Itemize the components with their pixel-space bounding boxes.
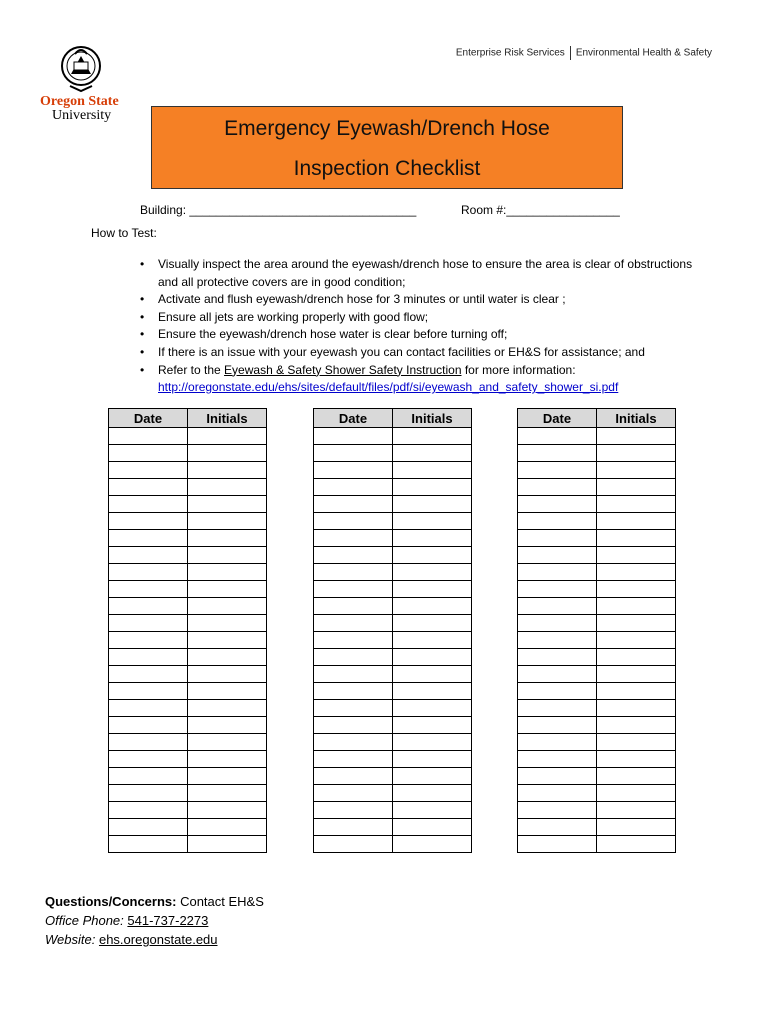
date-cell[interactable] (314, 513, 393, 530)
date-cell[interactable] (109, 530, 188, 547)
table-row (518, 445, 676, 462)
initials-header: Initials (393, 409, 472, 428)
initials-cell[interactable] (597, 581, 676, 598)
table-row (314, 734, 472, 751)
table-row (518, 751, 676, 768)
date-cell[interactable] (314, 768, 393, 785)
table-row (518, 700, 676, 717)
initials-cell[interactable] (597, 649, 676, 666)
header-separator (570, 46, 571, 60)
date-cell[interactable] (109, 581, 188, 598)
initials-cell[interactable] (188, 802, 267, 819)
table-row (314, 581, 472, 598)
initials-cell[interactable] (597, 819, 676, 836)
date-cell[interactable] (314, 462, 393, 479)
initials-cell[interactable] (393, 598, 472, 615)
table-row (518, 836, 676, 853)
initials-cell[interactable] (188, 445, 267, 462)
initials-cell[interactable] (597, 479, 676, 496)
table-row (518, 479, 676, 496)
date-cell[interactable] (109, 700, 188, 717)
initials-cell[interactable] (188, 683, 267, 700)
initials-cell[interactable] (393, 666, 472, 683)
table-row (518, 683, 676, 700)
step-text: Refer to the (158, 362, 225, 377)
date-cell[interactable] (109, 479, 188, 496)
date-cell[interactable] (109, 785, 188, 802)
date-cell[interactable] (314, 598, 393, 615)
date-cell[interactable] (518, 462, 597, 479)
initials-cell[interactable] (393, 836, 472, 853)
date-cell[interactable] (314, 581, 393, 598)
table-row (109, 581, 267, 598)
date-cell[interactable] (518, 785, 597, 802)
table-row (314, 615, 472, 632)
initials-cell[interactable] (597, 513, 676, 530)
date-cell[interactable] (109, 666, 188, 683)
date-cell[interactable] (109, 564, 188, 581)
initials-cell[interactable] (188, 564, 267, 581)
initials-cell[interactable] (393, 462, 472, 479)
date-cell[interactable] (518, 734, 597, 751)
table-row (314, 496, 472, 513)
website-link[interactable]: ehs.oregonstate.edu (98, 932, 218, 947)
title-banner (151, 106, 623, 189)
inspection-log-table-1 (108, 408, 267, 853)
table-row (109, 717, 267, 734)
table-row (518, 734, 676, 751)
date-cell[interactable] (314, 734, 393, 751)
table-row (314, 547, 472, 564)
header-dept-text: Enterprise Risk Services (455, 47, 565, 59)
date-cell[interactable] (314, 785, 393, 802)
date-cell[interactable] (518, 632, 597, 649)
date-cell[interactable] (109, 428, 188, 445)
table-row (518, 564, 676, 581)
initials-cell[interactable] (393, 734, 472, 751)
initials-cell[interactable] (188, 666, 267, 683)
initials-cell[interactable] (393, 785, 472, 802)
table-row (518, 581, 676, 598)
table-row (109, 547, 267, 564)
date-cell[interactable] (109, 836, 188, 853)
date-cell[interactable] (109, 598, 188, 615)
inspection-log-table-2 (313, 408, 472, 853)
date-cell[interactable] (314, 683, 393, 700)
list-item (140, 362, 700, 397)
date-cell[interactable] (518, 683, 597, 700)
initials-cell[interactable] (597, 836, 676, 853)
initials-header: Initials (188, 409, 267, 428)
initials-header: Initials (597, 409, 676, 428)
initials-cell[interactable] (597, 615, 676, 632)
date-cell[interactable] (518, 564, 597, 581)
table-row (314, 836, 472, 853)
table-row (109, 751, 267, 768)
phone-link[interactable]: 541-737-2273 (127, 913, 209, 928)
date-cell[interactable] (314, 836, 393, 853)
table-row (314, 683, 472, 700)
table-row (109, 734, 267, 751)
table-row (314, 632, 472, 649)
table-row (109, 819, 267, 836)
initials-cell[interactable] (393, 428, 472, 445)
table-row (314, 564, 472, 581)
date-cell[interactable] (109, 717, 188, 734)
table-row (314, 649, 472, 666)
initials-cell[interactable] (597, 700, 676, 717)
initials-cell[interactable] (597, 666, 676, 683)
table-row (518, 547, 676, 564)
date-cell[interactable] (109, 802, 188, 819)
table-row (518, 513, 676, 530)
date-cell[interactable] (518, 768, 597, 785)
date-cell[interactable] (109, 734, 188, 751)
initials-cell[interactable] (188, 479, 267, 496)
initials-cell[interactable] (597, 768, 676, 785)
date-cell[interactable] (518, 547, 597, 564)
table-row (314, 513, 472, 530)
table-row (314, 785, 472, 802)
initials-cell[interactable] (393, 547, 472, 564)
table-row (109, 564, 267, 581)
table-row (109, 785, 267, 802)
inspection-log-table-3 (517, 408, 676, 853)
date-cell[interactable] (314, 819, 393, 836)
logo-text-oregon-state: Oregon State (40, 94, 119, 109)
initials-cell[interactable] (393, 445, 472, 462)
date-cell[interactable] (314, 649, 393, 666)
date-cell[interactable] (518, 428, 597, 445)
table-row (109, 836, 267, 853)
date-cell[interactable] (109, 768, 188, 785)
initials-cell[interactable] (597, 785, 676, 802)
initials-cell[interactable] (188, 836, 267, 853)
list-item: • Activate and flush eyewash/drench hose for 3 minutes or until water is clear ; (140, 291, 700, 309)
date-cell[interactable] (518, 666, 597, 683)
initials-cell[interactable] (393, 768, 472, 785)
date-cell[interactable] (314, 530, 393, 547)
initials-cell[interactable] (188, 496, 267, 513)
initials-cell[interactable] (393, 819, 472, 836)
list-item: • If there is an issue with your eyewash you can contact facilities or EH&S for assistance; and (140, 344, 700, 362)
date-cell[interactable] (314, 564, 393, 581)
contact-footer (45, 892, 264, 949)
initials-cell[interactable] (188, 819, 267, 836)
building-field[interactable]: Building: __________________________________ (140, 203, 417, 217)
table-row (109, 666, 267, 683)
date-cell[interactable] (109, 683, 188, 700)
osu-logo (40, 42, 130, 123)
initials-cell[interactable] (597, 564, 676, 581)
table-row (314, 802, 472, 819)
table-row (518, 768, 676, 785)
osu-seal-icon (60, 42, 102, 94)
initials-cell[interactable] (597, 462, 676, 479)
initials-cell[interactable] (188, 649, 267, 666)
table-row (314, 462, 472, 479)
date-header: Date (109, 409, 188, 428)
table-row (109, 683, 267, 700)
table-row (314, 717, 472, 734)
date-cell[interactable] (518, 496, 597, 513)
table-row (518, 717, 676, 734)
initials-cell[interactable] (597, 428, 676, 445)
initials-cell[interactable] (393, 649, 472, 666)
table-row (109, 513, 267, 530)
room-field[interactable]: Room #:_________________ (461, 203, 620, 217)
table-row (518, 666, 676, 683)
safety-instruction-link[interactable]: Eyewash & Safety Shower Safety Instruction (224, 362, 462, 377)
list-item: • Visually inspect the area around the eyewash/drench hose to ensure the area is clear of obstructions and all protective covers are in good condition; (140, 256, 700, 291)
date-cell[interactable] (518, 598, 597, 615)
table-row (518, 819, 676, 836)
initials-cell[interactable] (597, 530, 676, 547)
initials-cell[interactable] (188, 462, 267, 479)
date-cell[interactable] (314, 666, 393, 683)
date-cell[interactable] (109, 513, 188, 530)
table-row (314, 768, 472, 785)
initials-cell[interactable] (597, 751, 676, 768)
date-cell[interactable] (518, 717, 597, 734)
initials-cell[interactable] (188, 768, 267, 785)
date-header: Date (518, 409, 597, 428)
table-row (109, 802, 267, 819)
date-cell[interactable] (109, 496, 188, 513)
date-cell[interactable] (109, 819, 188, 836)
list-item: • Ensure all jets are working properly with good flow; (140, 309, 700, 327)
table-row (109, 768, 267, 785)
date-cell[interactable] (109, 751, 188, 768)
title-line-2: Inspection Checklist (293, 157, 481, 180)
questions-label: Questions/Concerns: (45, 894, 177, 909)
table-row (314, 666, 472, 683)
date-cell[interactable] (518, 802, 597, 819)
safety-instruction-url[interactable]: http://oregonstate.edu/ehs/sites/default/files/pdf/si/eyewash_and_safety_shower_si.pdf (158, 380, 619, 395)
table-row (109, 615, 267, 632)
date-cell[interactable] (518, 751, 597, 768)
table-row (518, 598, 676, 615)
initials-cell[interactable] (393, 683, 472, 700)
initials-cell[interactable] (393, 700, 472, 717)
initials-cell[interactable] (393, 802, 472, 819)
initials-cell[interactable] (188, 428, 267, 445)
table-row (109, 445, 267, 462)
initials-cell[interactable] (597, 683, 676, 700)
table-row (314, 751, 472, 768)
date-cell[interactable] (109, 445, 188, 462)
date-cell[interactable] (314, 751, 393, 768)
initials-cell[interactable] (393, 632, 472, 649)
date-cell[interactable] (314, 632, 393, 649)
website-label: Website: (45, 932, 96, 947)
date-cell[interactable] (518, 700, 597, 717)
date-cell[interactable] (109, 462, 188, 479)
date-cell[interactable] (314, 700, 393, 717)
initials-cell[interactable] (188, 751, 267, 768)
date-header: Date (314, 409, 393, 428)
date-cell[interactable] (314, 445, 393, 462)
table-row (518, 462, 676, 479)
initials-cell[interactable] (597, 547, 676, 564)
date-cell[interactable] (518, 836, 597, 853)
initials-cell[interactable] (597, 496, 676, 513)
table-row (314, 700, 472, 717)
date-cell[interactable] (518, 819, 597, 836)
date-cell[interactable] (518, 615, 597, 632)
initials-cell[interactable] (188, 700, 267, 717)
initials-cell[interactable] (393, 581, 472, 598)
initials-cell[interactable] (393, 496, 472, 513)
header-office-text: Environmental Health & Safety (575, 47, 712, 59)
list-item: • Ensure the eyewash/drench hose water is clear before turning off; (140, 326, 700, 344)
table-row (109, 530, 267, 547)
initials-cell[interactable] (393, 513, 472, 530)
initials-cell[interactable] (597, 445, 676, 462)
date-cell[interactable] (314, 802, 393, 819)
table-row (109, 598, 267, 615)
table-row (518, 785, 676, 802)
step-text: for more information: (461, 362, 576, 377)
initials-cell[interactable] (393, 564, 472, 581)
header-department (456, 46, 712, 60)
table-row (518, 428, 676, 445)
initials-cell[interactable] (393, 615, 472, 632)
logo-text-university: University (52, 108, 112, 123)
initials-cell[interactable] (393, 751, 472, 768)
date-cell[interactable] (518, 445, 597, 462)
initials-cell[interactable] (188, 598, 267, 615)
table-row (314, 428, 472, 445)
table-row (109, 479, 267, 496)
table-row (314, 479, 472, 496)
date-cell[interactable] (518, 479, 597, 496)
table-row (518, 649, 676, 666)
initials-cell[interactable] (188, 717, 267, 734)
phone-label: Office Phone: (45, 913, 124, 928)
date-cell[interactable] (109, 615, 188, 632)
initials-cell[interactable] (597, 598, 676, 615)
table-row (518, 496, 676, 513)
table-row (518, 615, 676, 632)
questions-text: Contact EH&S (176, 894, 264, 909)
title-line-1: Emergency Eyewash/Drench Hose (224, 117, 550, 140)
how-to-heading: How to Test: (91, 226, 157, 240)
table-row (109, 700, 267, 717)
initials-cell[interactable] (393, 717, 472, 734)
date-cell[interactable] (314, 479, 393, 496)
date-cell[interactable] (518, 581, 597, 598)
table-row (109, 496, 267, 513)
date-cell[interactable] (314, 428, 393, 445)
initials-cell[interactable] (188, 581, 267, 598)
date-cell[interactable] (314, 496, 393, 513)
date-cell[interactable] (109, 649, 188, 666)
table-row (518, 530, 676, 547)
table-row (518, 632, 676, 649)
date-cell[interactable] (518, 530, 597, 547)
table-row (109, 632, 267, 649)
initials-cell[interactable] (188, 530, 267, 547)
date-cell[interactable] (109, 547, 188, 564)
initials-cell[interactable] (597, 802, 676, 819)
initials-cell[interactable] (597, 632, 676, 649)
date-cell[interactable] (314, 547, 393, 564)
table-row (109, 649, 267, 666)
initials-cell[interactable] (597, 717, 676, 734)
date-cell[interactable] (314, 615, 393, 632)
test-steps-list (140, 256, 700, 397)
initials-cell[interactable] (393, 530, 472, 547)
initials-cell[interactable] (188, 632, 267, 649)
date-cell[interactable] (518, 513, 597, 530)
table-row (109, 428, 267, 445)
table-row (314, 598, 472, 615)
initials-cell[interactable] (597, 734, 676, 751)
initials-cell[interactable] (188, 547, 267, 564)
table-row (314, 530, 472, 547)
initials-cell[interactable] (393, 479, 472, 496)
table-row (314, 445, 472, 462)
initials-cell[interactable] (188, 785, 267, 802)
initials-cell[interactable] (188, 513, 267, 530)
initials-cell[interactable] (188, 615, 267, 632)
date-cell[interactable] (109, 632, 188, 649)
date-cell[interactable] (314, 717, 393, 734)
date-cell[interactable] (518, 649, 597, 666)
table-row (314, 819, 472, 836)
table-row (518, 802, 676, 819)
table-row (109, 462, 267, 479)
initials-cell[interactable] (188, 734, 267, 751)
